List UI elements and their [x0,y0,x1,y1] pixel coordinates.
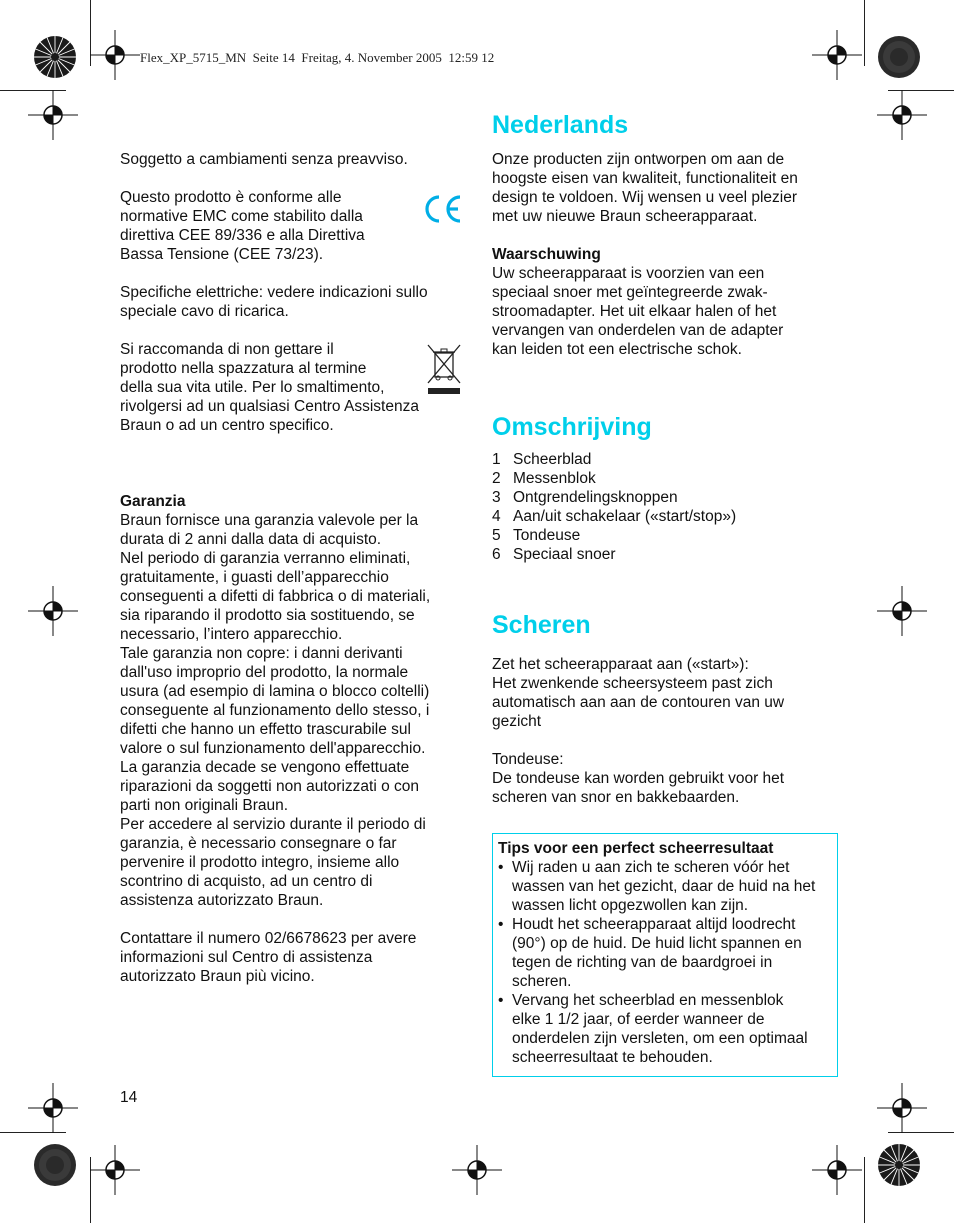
text-line: Specifiche elettriche: vedere indicazioni sullo [120,284,428,301]
text-line: De tondeuse kan worden gebruikt voor het [492,770,785,787]
text-line: Braun fornisce una garanzia valevole per la [120,512,419,529]
warning-text [492,264,837,359]
text-line: Nel periodo di garanzia verranno eliminati, [120,550,411,567]
registration-mark-icon [812,30,862,80]
text-line: Uw scheerapparaat is voorzien van een [492,265,765,282]
section-title-scheren: Scheren [492,611,591,639]
text-line: kan leiden tot een electrische schok. [492,341,742,358]
text-line: direttiva CEE 89/336 e alla Direttiva [120,227,365,244]
ce-conformity-text [120,188,465,264]
text-line: riparazioni da soggetti non autorizzati o con [120,778,419,795]
text-line: wassen van het gezicht, daar de huid na het [512,878,816,895]
bullet: • [498,916,504,933]
text-line: wassen licht opgezwollen kan zijn. [512,897,749,914]
registration-mark-icon [877,90,927,140]
bullet: • [498,992,504,1009]
text-line: Het zwenkende scheersysteem past zich [492,675,773,692]
text-line: Onze producten zijn ontworpen om aan de [492,151,785,168]
text-line: Questo prodotto è conforme alle [120,189,342,206]
text-line: necessario, l’intero apparecchio. [120,626,343,643]
page-number: 14 [120,1089,138,1106]
text-line: scheren van snor en bakkebaarden. [492,789,740,806]
registration-mark-icon [28,1083,78,1133]
section-title-nederlands: Nederlands [492,111,629,139]
registration-mark-icon [452,1145,502,1195]
text-line: gratuitamente, i guasti dell’apparecchio [120,569,389,586]
text-line: durata di 2 anni dalla data di acquisto. [120,531,382,548]
running-head: Flex_XP_5715_MN Seite 14 Freitag, 4. November 2005 12:59 12 [140,50,495,65]
text-line: La garanzia decade se vengono effettuate [120,759,410,776]
text-line: Houdt het scheerapparaat altijd loodrecht [512,916,796,933]
text-line: sia riparando il prodotto sia sostituendo, se [120,607,415,624]
text-line: elke 1 1/2 jaar, of eerder wanneer de [512,1011,765,1028]
tip-item [498,915,831,991]
text-line: Wij raden u aan zich te scheren vóór het [512,859,790,876]
color-target-icon [33,1143,77,1187]
item-label: Messenblok [513,470,596,487]
text-line: (90°) op de huid. De huid licht spannen en [512,935,802,952]
text-line: Vervang het scheerblad en messenblok [512,992,784,1009]
registration-mark-icon [877,586,927,636]
disposal-text [120,340,465,435]
warning-heading: Waarschuwing [492,246,601,263]
text-line: assistenza autorizzato Braun. [120,892,324,909]
text-line: gezicht [492,713,542,730]
registration-mark-icon [28,586,78,636]
tip-item [498,991,831,1067]
registration-mark-icon [90,1145,140,1195]
list-item [492,526,837,545]
tip-item [498,858,831,915]
item-label: Scheerblad [513,451,592,468]
text-line: parti non originali Braun. [120,797,289,814]
text-line: conseguenti a difetti di fabbrica o di materiali, [120,588,431,605]
bullet: • [498,859,504,876]
color-target-icon [877,1143,921,1187]
electrical-spec-text [120,283,465,321]
guarantee-heading: Garanzia [120,493,186,510]
text-line: design te voldoen. Wij wensen u veel plezier [492,189,798,206]
item-number: 6 [492,546,501,563]
italian-column [120,150,465,986]
tips-heading: Tips voor een perfect scheerresultaat [498,840,774,857]
item-number: 3 [492,489,501,506]
item-number: 1 [492,451,501,468]
text-line: pervenire il prodotto integro, insieme allo [120,854,400,871]
guarantee-text [120,511,465,910]
text-line: scheerresultaat te behouden. [512,1049,713,1066]
text-line: tegen de richting van de baardgroei in [512,954,773,971]
registration-mark-icon [812,1145,862,1195]
text-line: speciaal snoer met geïntegreerde zwak- [492,284,768,301]
list-item [492,507,837,526]
item-label: Speciaal snoer [513,546,616,563]
text-line: Si raccomanda di non gettare il [120,341,334,358]
text-line: Tale garanzia non copre: i danni derivanti [120,645,403,662]
intro-text [492,150,837,226]
text-line: Braun o ad un centro specifico. [120,417,334,434]
text-line: autorizzato Braun più vicino. [120,968,315,985]
registration-mark-icon [90,30,140,80]
text-line: Contattare il numero 02/6678623 per avere [120,930,417,947]
list-item [492,545,837,564]
text-line: Tondeuse: [492,751,564,768]
dutch-column [492,110,837,807]
item-number: 4 [492,508,501,525]
color-target-icon [877,35,921,79]
ce-mark-icon [422,191,464,227]
text-line: conseguente al funzionamento dello stesso, i [120,702,430,719]
text-line: usura (ad esempio di lamina o blocco coltelli) [120,683,430,700]
text-line: Zet het scheerapparaat aan («start»): [492,656,749,673]
text-line: scontrino di acquisto, ad un centro di [120,873,373,890]
text-line: Per accedere al servizio durante il periodo di [120,816,426,833]
color-target-icon [33,35,77,79]
item-number: 5 [492,527,501,544]
parts-list [492,450,837,564]
item-label: Tondeuse [513,527,581,544]
text-line: prodotto nella spazzatura al termine [120,360,367,377]
change-notice: Soggetto a cambiamenti senza preavviso. [120,151,408,168]
tips-box [492,833,838,1077]
text-line: onderdelen zijn versleten, om een optimaal [512,1030,808,1047]
crop-line [864,1157,865,1223]
text-line: hoogste eisen van kwaliteit, functionaliteit en [492,170,798,187]
text-line: informazioni sul Centro di assistenza [120,949,373,966]
text-line: vervangen van onderdelen van de adapter [492,322,784,339]
text-line: scheren. [512,973,572,990]
text-line: speciale cavo di ricarica. [120,303,289,320]
list-item [492,450,837,469]
text-line: stroomadapter. Het uit elkaar halen of het [492,303,777,320]
section-title-omschrijving: Omschrijving [492,413,652,441]
registration-mark-icon [877,1083,927,1133]
text-line: met uw nieuwe Braun scheerapparaat. [492,208,758,225]
contact-text [120,929,465,986]
text-line: normative EMC come stabilito dalla [120,208,363,225]
item-number: 2 [492,470,501,487]
shaving-text [492,655,837,731]
text-line: garanzia, è necessario consegnare o far [120,835,397,852]
crossed-bin-icon [426,343,462,397]
text-line: rivolgersi ad un qualsiasi Centro Assistenza [120,398,419,415]
trimmer-text [492,750,837,807]
text-line: valore o sul funzionamento dell'apparecchio. [120,740,426,757]
list-item [492,469,837,488]
item-label: Ontgrendelingsknoppen [513,489,678,506]
text-line: automatisch aan aan de contouren van uw [492,694,785,711]
registration-mark-icon [28,90,78,140]
item-label: Aan/uit schakelaar («start/stop») [513,508,737,525]
list-item [492,488,837,507]
text-line: Bassa Tensione (CEE 73/23). [120,246,324,263]
crop-line [864,0,865,66]
text-line: difetti che hanno un effetto trascurabile sul [120,721,411,738]
text-line: della sua vita utile. Per lo smaltimento, [120,379,385,396]
text-line: dall'uso improprio del prodotto, la normale [120,664,409,681]
